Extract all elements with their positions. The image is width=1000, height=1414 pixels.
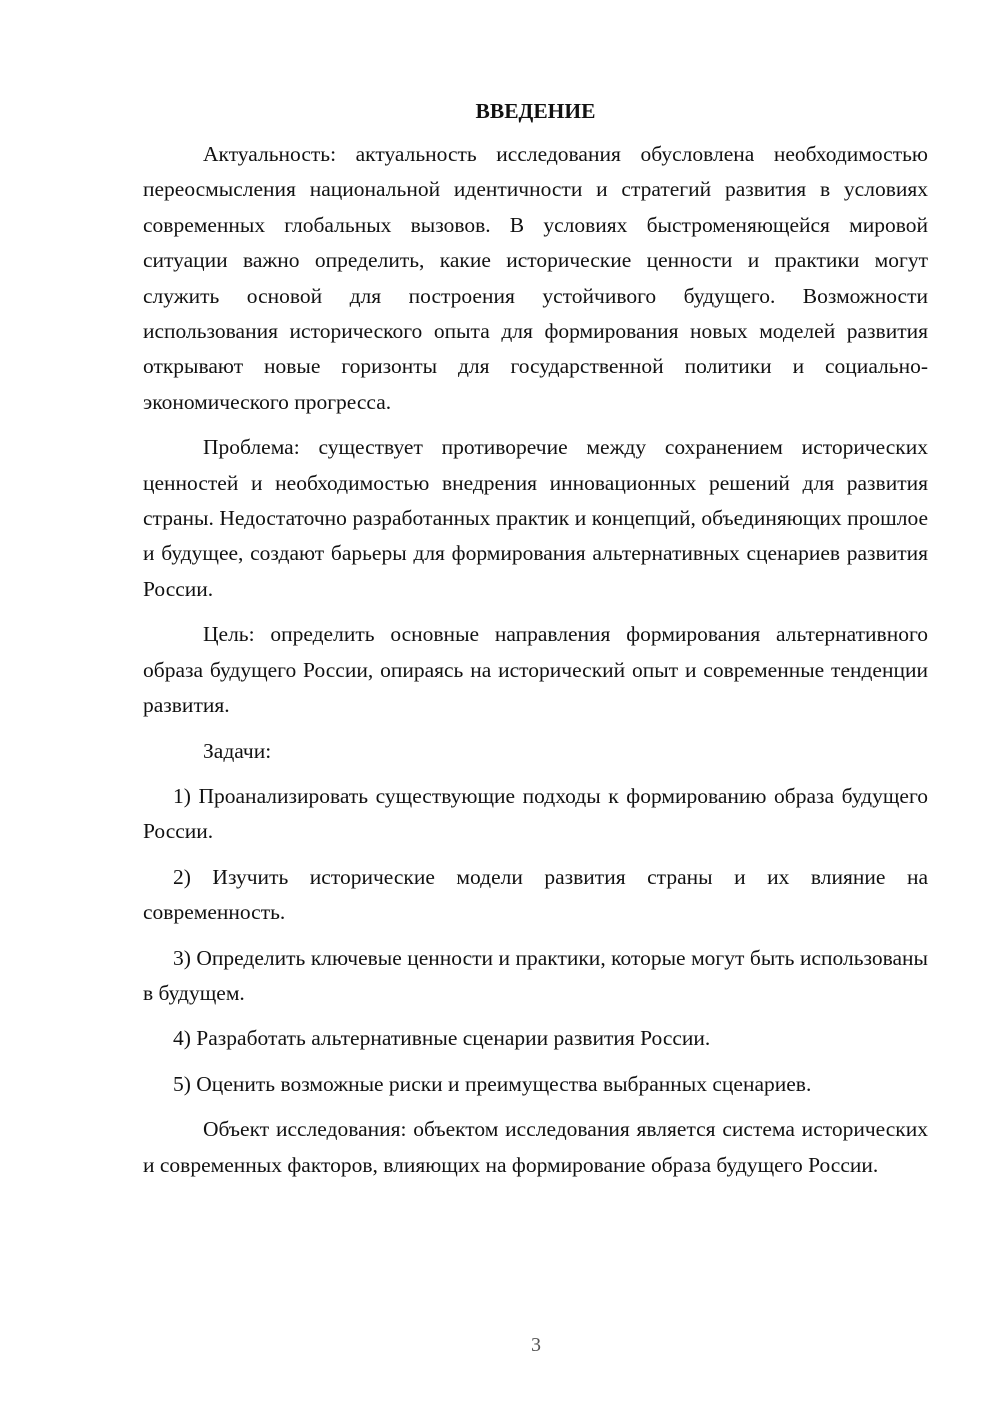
paragraph-problem: Проблема: существует противоречие между сохранением исторических ценностей и необходимостью внедрения инновационных решений для развития страны. Недостаточно разработанных практик и концепций, объединяющих прошлое и будущее, создают барьеры для формирования альтернативных сценариев развития России. (143, 435, 928, 601)
page-content (143, 95, 928, 1183)
task-item-1: 1) Проанализировать существующие подходы к формированию образа будущего России. (143, 783, 928, 844)
paragraph-tasks-heading: Задачи: (203, 738, 272, 763)
paragraph-relevance: Актуальность: актуальность исследования обусловлена необходимостью переосмысления национальной идентичности и стратегий развития в условиях современных глобальных вызовов. В условиях быстроменяющейся мировой ситуации важно определить, какие исторические ценности и практики могут служить основой для построения устойчивого будущего. Возможности использования исторического опыта для формирования новых моделей развития открывают новые горизонты для государственной политики и социально-экономического прогресса. (143, 142, 928, 414)
section-title: ВВЕДЕНИЕ (475, 99, 596, 123)
task-item-5: 5) Оценить возможные риски и преимущества выбранных сценариев. (173, 1071, 812, 1096)
task-item-3: 3) Определить ключевые ценности и практики, которые могут быть использованы в будущем. (143, 945, 928, 1005)
paragraph-research-object: Объект исследования: объектом исследования является система исторических и современных факторов, влияющих на формирование образа будущего России. (143, 1117, 928, 1177)
task-item-2: 2) Изучить исторические модели развития страны и их влияние на современность. (143, 864, 928, 925)
page-number: 3 (531, 1334, 541, 1356)
task-item-4: 4) Разработать альтернативные сценарии развития России. (173, 1026, 711, 1051)
paragraph-goal: Цель: определить основные направления формирования альтернативного образа будущего России, опираясь на исторический опыт и современные тенденции развития. (143, 622, 928, 718)
